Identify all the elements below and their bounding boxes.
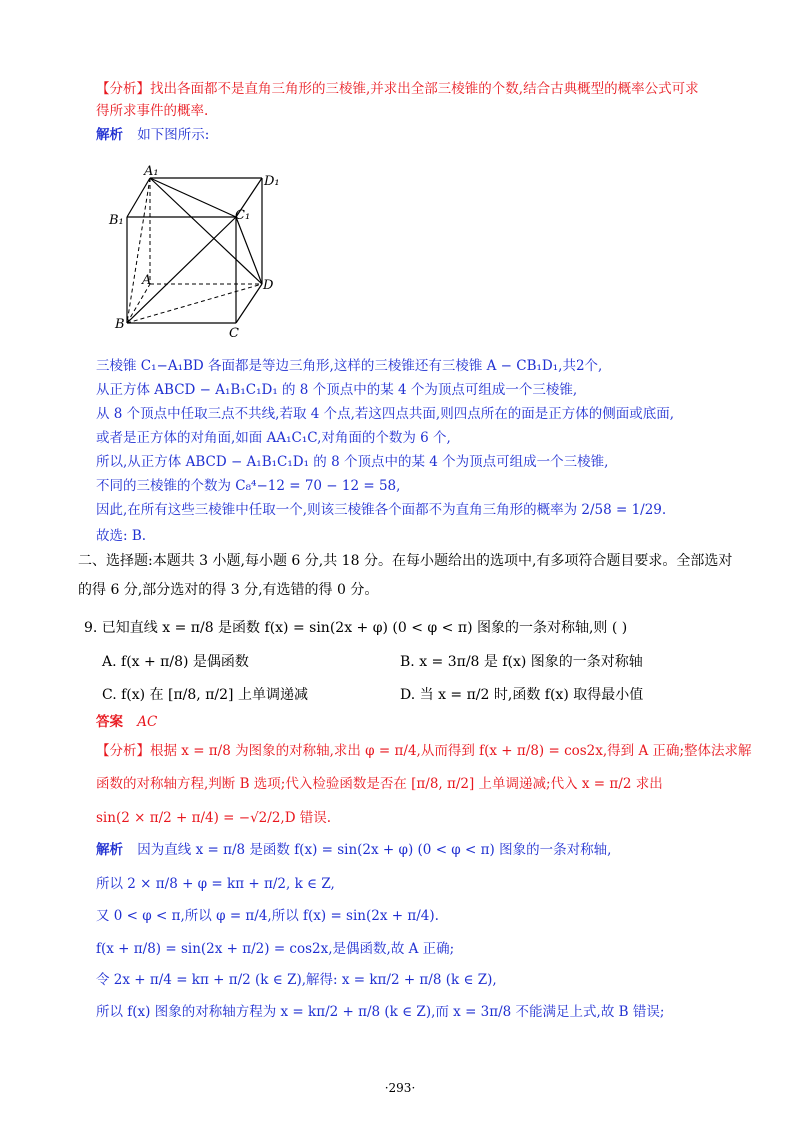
vertex-label-a1: A₁ xyxy=(144,164,159,179)
solution-intro xyxy=(96,125,209,145)
analysis-line-1: 【分析】找出各面都不是直角三角形的三棱锥,并求出全部三棱锥的个数,结合古典概型的概率公式可求 xyxy=(96,81,699,97)
solution-line-6: 不同的三棱锥的个数为 C₈⁴−12 = 70 − 12 = 58, xyxy=(96,478,401,494)
cube-figure xyxy=(100,160,300,340)
solution-label: 解析 xyxy=(96,127,123,143)
question-stem: 9. 已知直线 x = π/8 是函数 f(x) = sin(2x + φ) (0 < φ < π) 图象的一条对称轴,则 ( ) xyxy=(84,620,628,636)
section-heading-2: 的得 6 分,部分选对的得 3 分,有选错的得 0 分。 xyxy=(78,582,379,598)
vertex-label-d: D xyxy=(263,278,274,293)
vertex-label-b1: B₁ xyxy=(109,213,124,228)
analysis-line-2: 得所求事件的概率. xyxy=(96,103,209,119)
vertex-label-b: B xyxy=(115,317,125,332)
solution2-line-3: 又 0 < φ < π,所以 φ = π/4,所以 f(x) = sin(2x + π/4). xyxy=(96,908,439,924)
solution-line-3: 从 8 个顶点中任取三点不共线,若取 4 个点,若这四点共面,则四点所在的面是正方体的侧面或底面, xyxy=(96,406,675,422)
solution-line-4: 或者是正方体的对角面,如面 AA₁C₁C,对角面的个数为 6 个, xyxy=(96,430,451,446)
solution2-line-5: 令 2x + π/4 = kπ + π/2 (k ∈ Z),解得: x = kπ/2 + π/8 (k ∈ Z), xyxy=(96,972,497,988)
solution2-line-1 xyxy=(96,840,611,860)
answer-label: 答案 xyxy=(96,714,123,730)
analysis2-line-3: sin(2 × π/2 + π/4) = −√2/2,D 错误. xyxy=(96,810,332,826)
solution2-text-1: 因为直线 x = π/8 是函数 f(x) = sin(2x + φ) (0 < φ < π) 图象的一条对称轴, xyxy=(137,842,612,858)
solution-line-1: 三棱锥 C₁−A₁BD 各面都是等边三角形,这样的三棱锥还有三棱锥 A − CB₁D₁,共2个, xyxy=(96,358,603,374)
option-d: D. 当 x = π/2 时,函数 f(x) 取得最小值 xyxy=(400,687,644,703)
vertex-label-c1: C₁ xyxy=(235,208,251,223)
analysis2-line-2: 函数的对称轴方程,判断 B 选项;代入检验函数是否在 [π/8, π/2] 上单调递减;代入 x = π/2 求出 xyxy=(96,776,663,792)
option-b: B. x = 3π/8 是 f(x) 图象的一条对称轴 xyxy=(400,654,643,670)
solution-line-5: 所以,从正方体 ABCD − A₁B₁C₁D₁ 的 8 个顶点中的某 4 个为顶点可组成一个三棱锥, xyxy=(96,454,609,470)
vertex-label-a: A xyxy=(142,273,152,288)
vertex-label-d1: D₁ xyxy=(264,174,280,189)
solution2-label: 解析 xyxy=(96,842,123,858)
solution2-line-2: 所以 2 × π/8 + φ = kπ + π/2, k ∈ Z, xyxy=(96,876,335,892)
solution2-line-4: f(x + π/8) = sin(2x + π/2) = cos2x,是偶函数,故 A 正确; xyxy=(96,941,455,957)
option-c: C. f(x) 在 [π/8, π/2] 上单调递减 xyxy=(102,687,308,703)
answer-value: AC xyxy=(137,714,158,730)
solution2-line-6: 所以 f(x) 图象的对称轴方程为 x = kπ/2 + π/8 (k ∈ Z),而 x = 3π/8 不能满足上式,故 B 错误; xyxy=(96,1004,665,1020)
solution-line-2: 从正方体 ABCD − A₁B₁C₁D₁ 的 8 个顶点中的某 4 个为顶点可组成一个三棱锥, xyxy=(96,382,578,398)
section-heading-1: 二、选择题:本题共 3 小题,每小题 6 分,共 18 分。在每小题给出的选项中,有多项符合题目要求。全部选对 xyxy=(78,553,733,569)
option-a: A. f(x + π/8) 是偶函数 xyxy=(102,654,249,670)
solution-intro-text: 如下图所示: xyxy=(137,127,210,143)
solution-line-8: 故选: B. xyxy=(96,528,147,544)
analysis2-line-1: 【分析】根据 x = π/8 为图象的对称轴,求出 φ = π/4,从而得到 f(x + π/8) = cos2x,得到 A 正确;整体法求解 xyxy=(96,743,752,759)
vertex-label-c: C xyxy=(229,326,239,340)
page-number: ·293· xyxy=(384,1081,416,1095)
answer-line xyxy=(96,712,157,732)
solution-line-7: 因此,在所有这些三棱锥中任取一个,则该三棱锥各个面都不为直角三角形的概率为 2/58 = 1/29. xyxy=(96,502,667,518)
